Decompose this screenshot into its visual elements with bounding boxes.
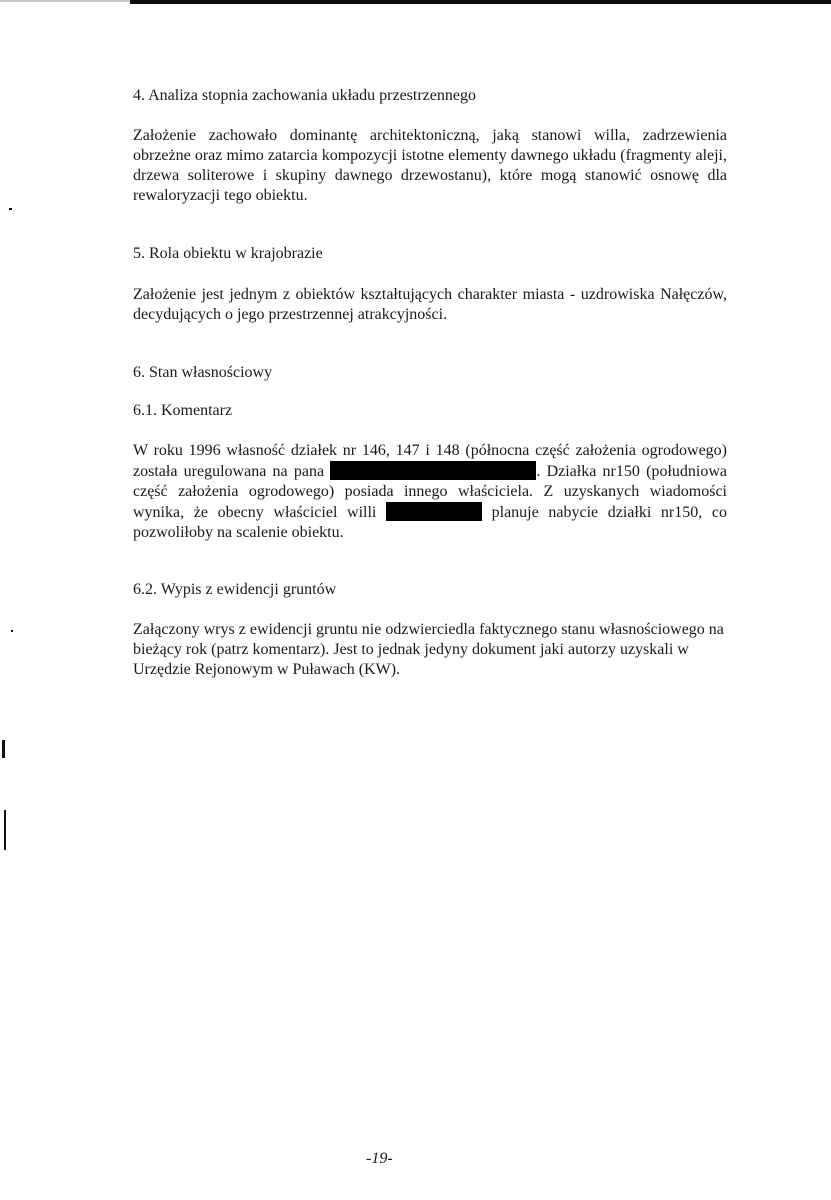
page-number: -19- — [366, 1150, 393, 1167]
section-4-heading: 4. Analiza stopnia zachowania układu przestrzennego — [133, 87, 476, 104]
scan-dot-left — [9, 208, 12, 210]
scan-dot-left-2 — [11, 630, 13, 632]
section-6-1-paragraph — [133, 441, 727, 543]
section-6-2-heading: 6.2. Wypis z ewidencji gruntów — [133, 581, 337, 598]
section-6-2-paragraph: Załączony wrys z ewidencji gruntu nie odzwierciedla faktycznego stanu własnościowego na bieżący rok (patrz komentarz). Jest to jednak jedyny dokument jaki autorzy uzyskali w Urzędzie Rejonowym w Puławach (KW). — [133, 621, 724, 678]
scan-edge-top — [130, 0, 831, 4]
scan-edge-top-left — [0, 0, 130, 2]
redacted-owner-name — [330, 461, 536, 480]
section-4-paragraph: Założenie zachowało dominantę architektoniczną, jaką stanowi willa, zadrzewienia obrzeżne oraz mimo zatarcia kompozycji istotne elementy dawnego układu (fragmenty aleji, drzewa soliterowe i skupiny dawnego drzewostanu), które mogą stanowić osnowę dla rewaloryzacji tego obiektu. — [133, 127, 727, 204]
document-body — [133, 86, 727, 680]
section-6-1-text-2: . Działka nr150 (południowa część założenia ogrodowego) posiada innego właściciela. Z uzyskanych wiadomości wynika, że obecny właściciel willi — [133, 463, 728, 521]
section-6-heading: 6. Stan własnościowy — [133, 364, 273, 381]
section-6-1-text-3: planuje nabycie działki nr150, co pozwoliłoby na scalenie obiektu. — [133, 504, 728, 541]
section-6-1-text-1: W roku 1996 własność działek nr 146, 147 i 148 (północna część założenia ogrodowego) została uregulowana na pana — [133, 442, 727, 480]
scan-mark-left-2 — [4, 810, 6, 850]
scan-mark-left-1 — [2, 740, 5, 758]
section-5-paragraph: Założenie jest jednym z obiektów kształtujących charakter miasta - uzdrowiska Nałęczów, decydujących o jego przestrzennej atrakcyjności. — [133, 286, 727, 323]
section-5-heading: 5. Rola obiektu w krajobrazie — [133, 245, 323, 262]
redacted-villa-owner-name — [386, 502, 482, 521]
section-6-1-heading: 6.1. Komentarz — [133, 402, 233, 419]
